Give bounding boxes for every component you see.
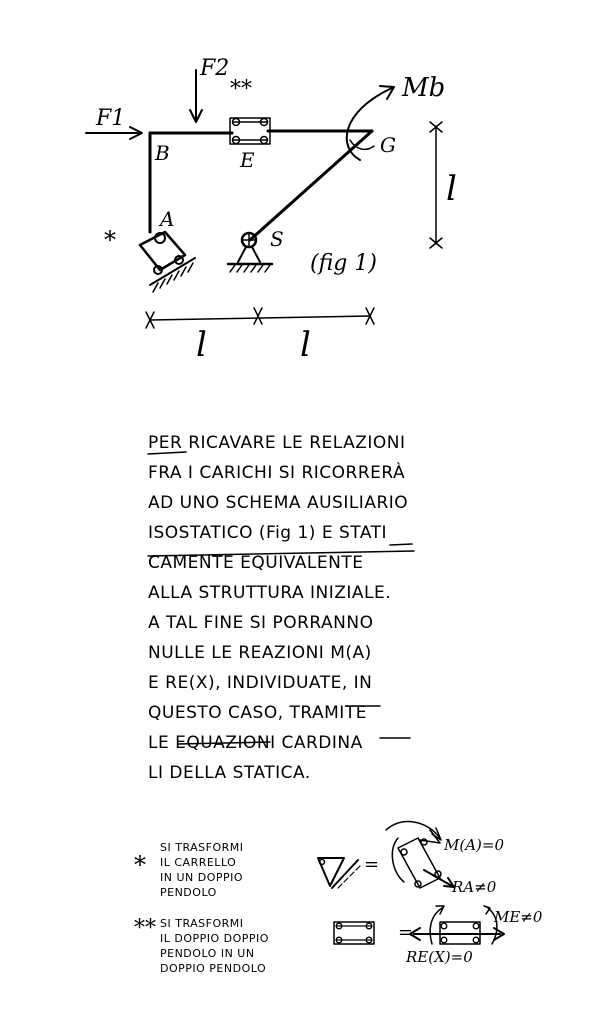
- label-fig-ref: (fig 1): [310, 251, 377, 276]
- label-f1: F1: [96, 106, 126, 131]
- double-double-pendulum-sketch: [334, 922, 374, 944]
- text-line: QUESTO CASO, TRAMITE: [148, 703, 367, 723]
- double-pendulum-sketch-2: [410, 906, 504, 944]
- label-dim-right: l: [300, 325, 311, 365]
- label-g: G: [380, 133, 396, 157]
- label-star-a: *: [104, 226, 116, 254]
- legend-2-line: IL DOPPIO DOPPIO: [160, 932, 269, 945]
- text-line: A TAL FINE SI PORRANNO: [148, 613, 374, 633]
- legend-item-1: [134, 822, 504, 899]
- legend-2-marker: **: [134, 916, 156, 941]
- legend-item-2: [134, 906, 543, 975]
- legend-2-line: DOPPIO PENDOLO: [160, 962, 267, 975]
- text-line: AD UNO SCHEMA AUSILIARIO: [148, 493, 409, 513]
- text-line: ISOSTATICO (Fig 1) E STATI: [148, 523, 388, 543]
- label-dim-vertical: l: [446, 169, 457, 209]
- internal-constraint-e: [230, 118, 270, 144]
- label-moment-mb: Mb: [402, 73, 446, 103]
- text-line: LI DELLA STATICA.: [148, 763, 311, 783]
- member-gs: [250, 131, 372, 240]
- legend-1-moment: M(A)=0: [444, 836, 505, 854]
- legend-1-line: IN UN DOPPIO: [160, 871, 244, 884]
- double-pendulum-sketch-1: [386, 822, 454, 888]
- structure-frame: [150, 131, 372, 240]
- text-line: E RE(X), INDIVIDUATE, IN: [148, 673, 373, 693]
- legend-1-equals: =: [364, 854, 380, 875]
- text-line: FRA I CARICHI SI RICORRERÀ: [148, 463, 406, 483]
- legend-2-line: PENDOLO IN UN: [160, 947, 255, 960]
- legend-1-line: SI TRASFORMI: [160, 841, 244, 854]
- roller-sketch: [318, 858, 360, 888]
- text-line: LE EQUAZIONI CARDINA: [148, 733, 363, 753]
- dimension-horizontal: [146, 308, 374, 328]
- label-s: S: [270, 227, 284, 251]
- text-line: PER RICAVARE LE RELAZIONI: [148, 433, 406, 453]
- legend-1-reaction: RA≠0: [452, 878, 497, 896]
- legend-2-reaction: RE(X)=0: [406, 948, 473, 966]
- legend-1-line: PENDOLO: [160, 886, 217, 899]
- label-f2: F2: [200, 56, 230, 81]
- text-line: ALLA STRUTTURA INIZIALE.: [148, 583, 392, 603]
- legend-1-marker: *: [134, 851, 146, 879]
- explanation-text: [148, 433, 414, 783]
- label-a: A: [160, 207, 175, 231]
- label-dim-left: l: [196, 325, 207, 365]
- label-b: B: [155, 141, 170, 165]
- label-e: E: [240, 148, 255, 172]
- text-line: NULLE LE REAZIONI M(A): [148, 643, 372, 663]
- text-line: CAMENTE EQUIVALENTE: [148, 553, 364, 573]
- label-double-star-top: **: [230, 77, 252, 102]
- legend-2-moment: ME≠0: [494, 908, 543, 926]
- dimension-vertical: [430, 122, 442, 248]
- legend-2-line: SI TRASFORMI: [160, 917, 244, 930]
- support-a: [140, 232, 195, 292]
- legend-1-line: IL CARRELLO: [160, 856, 237, 869]
- legend-2-equals: =: [398, 922, 414, 943]
